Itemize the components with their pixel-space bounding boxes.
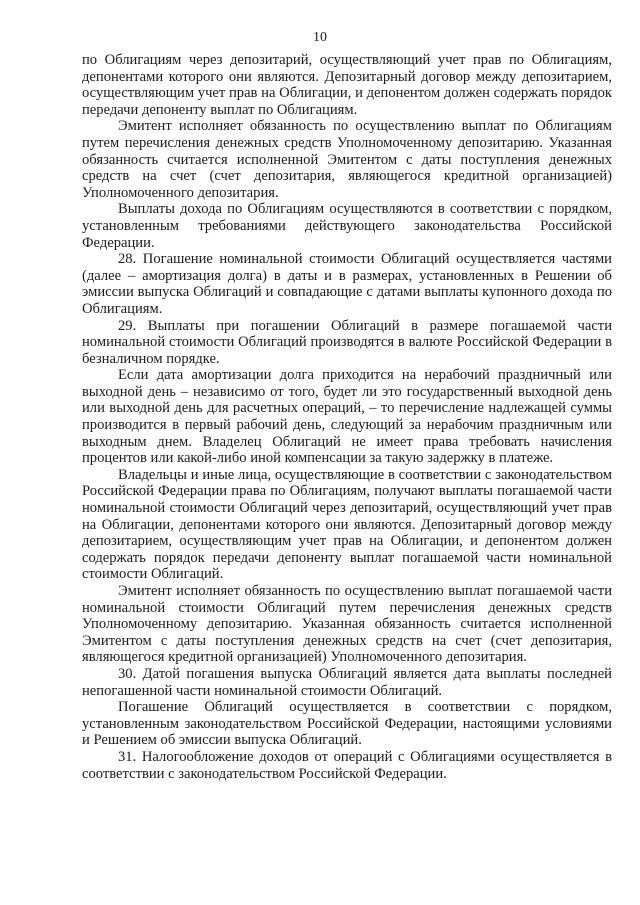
paragraph: Погашение Облигаций осуществляется в соответствии с порядком, установленным законодательством Российской Федерации, настоящими условиями и Решением об эмиссии выпуска Облигаций.: [82, 699, 612, 749]
paragraph: Выплаты дохода по Облигациям осуществляются в соответствии с порядком, установленным требованиями действующего законодательства Российской Федерации.: [82, 201, 612, 251]
paragraph: 29. Выплаты при погашении Облигаций в размере погашаемой части номинальной стоимости Облигаций производятся в валюте Российской Федерации в безналичном порядке.: [82, 317, 612, 367]
paragraph: Если дата амортизации долга приходится на нерабочий праздничный или выходной день – независимо от того, будет ли это государственный выходной день или выходной день для расчетных операций, – то перечисление надлежащей суммы производится в первый рабочий день, следующий за нерабочим праздничным или выходным днем. Владелец Облигаций не имеет права требовать начисления процентов или какой-либо иной компенсации за такую задержку в платеже.: [82, 367, 612, 467]
page-number: 10: [313, 30, 327, 45]
paragraph: Эмитент исполняет обязанность по осуществлению выплат погашаемой части номинальной стоимости Облигаций путем перечисления денежных средств Уполномоченному депозитарию. Указанная обязанность считается исполненной Эмитентом с даты поступления денежных средств на счет (счет депозитария, являющегося кредитной организацией) Уполномоченного депозитария.: [82, 583, 612, 666]
document-body: [82, 52, 612, 782]
paragraph: 31. Налогообложение доходов от операций с Облигациями осуществляется в соответствии с законодательством Российской Федерации.: [82, 748, 612, 782]
paragraph: 30. Датой погашения выпуска Облигаций является дата выплаты последней непогашенной части номинальной стоимости Облигаций.: [82, 665, 612, 699]
paragraph: Эмитент исполняет обязанность по осуществлению выплат по Облигациям путем перечисления денежных средств Уполномоченному депозитарию. Указанная обязанность считается исполненной Эмитентом с даты поступления денежных средств на счет (счет депозитария, являющегося кредитной организацией) Уполномоченного депозитария.: [82, 118, 612, 201]
paragraph: 28. Погашение номинальной стоимости Облигаций осуществляется частями (далее – амортизация долга) в даты и в размерах, установленных в Решении об эмиссии выпуска Облигаций и совпадающие с датами выплаты купонного дохода по Облигациям.: [82, 251, 612, 317]
paragraph: по Облигациям через депозитарий, осуществляющий учет прав по Облигациям, депонентами которого они являются. Депозитарный договор между депозитарием, осуществляющим учет прав на Облигации, и депонентом должен содержать порядок передачи депоненту выплат по Облигациям.: [82, 52, 612, 118]
paragraph: Владельцы и иные лица, осуществляющие в соответствии с законодательством Российской Федерации права по Облигациям, получают выплаты погашаемой части номинальной стоимости Облигаций через депозитарий, осуществляющий учет прав на Облигации, депонентами которого они являются. Депозитарный договор между депозитарием, осуществляющим учет прав на Облигации, и депонентом должен содержать порядок передачи депоненту выплат погашаемой части номинальной стоимости Облигаций.: [82, 466, 612, 583]
